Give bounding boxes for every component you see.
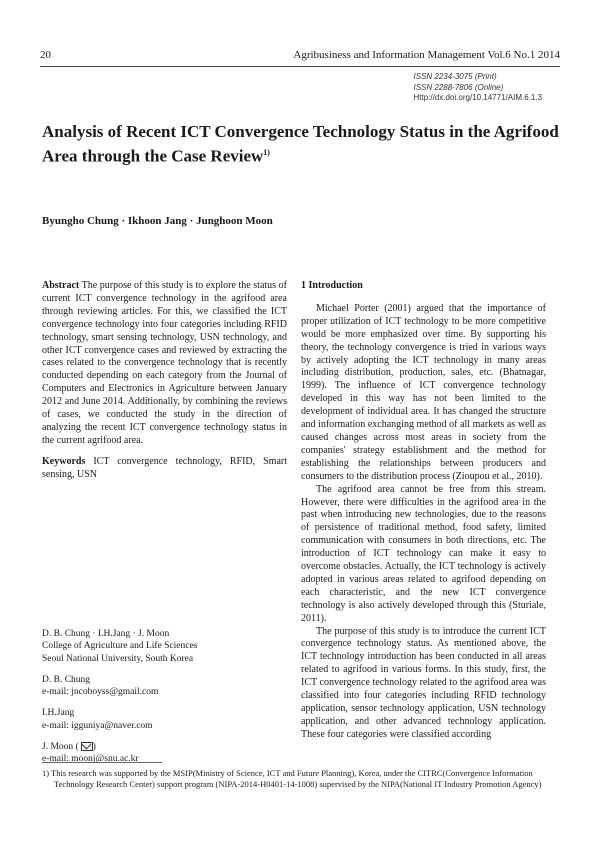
footnote-line-1: 1) This research was supported by the MSIP(Ministry of Science, ICT and Future Planning), Korea, under the CITRC(Convergence Information	[42, 768, 533, 778]
page-number: 20	[40, 49, 51, 61]
author-list: Byungho Chung · Ikhoon Jang · Junghoon Moon	[42, 215, 273, 227]
journal-header: Agribusiness and Information Management Vol.6 No.1 2014	[293, 49, 560, 61]
footnote	[42, 768, 560, 790]
intro-paragraph-3: The purpose of this study is to introduce the current ICT convergence technology status. As mentioned above, the ICT technology introduction has been conducted in all areas related to agrifood in various forms. In this study, first, the ICT convergence technology related to the agrifood area was classified into four categories including RFID technology application, sensor technology application, USN technology application, and other advanced technology application. These four categories were classified according	[301, 625, 546, 740]
aff-author3-email[interactable]: e-mail: moonj@snu.ac.kr	[42, 754, 139, 765]
affiliation-block	[42, 628, 287, 766]
footnote-line-2: Technology Research Center) support program (NIPA-2014-H0401-14-1008) supervised by the NIPA(National IT Industry Promotion Agency)	[54, 779, 542, 789]
aff-authors: D. B. Chung · I.H.Jang · J. Moon	[42, 629, 170, 639]
keywords-label: Keywords	[42, 455, 86, 467]
intro-paragraph-1: Michael Porter (2001) argued that the importance of proper utilization of ICT technology to be more competitive would be more emphasized over time. By supporting his theory, the technology convergence is tried in various ways by actively adopting the ICT technology in many areas including distribution, production, sales, etc. (Bhatnagar, 1999). The influence of ICT convergence technology developed in this way has not been limited to the development of individual area. It has changed the structure and information exchanging method of all markets as well as caused changes across most areas in society from the companies' strategy establishment and the method for establishing the relationships between producers and consumers to the distribution process (Zioupou et al., 2010).	[301, 302, 546, 482]
issn-block	[413, 72, 542, 104]
abstract-label: Abstract	[42, 280, 80, 291]
keywords	[42, 456, 287, 482]
title-line-2-text: Area through the Case Review	[42, 146, 264, 166]
doi-link[interactable]: Http://dx.doi.org/10.14771/AIM.6.1.3	[413, 93, 542, 102]
issn-print: ISSN 2234-3075 (Print)	[413, 72, 497, 81]
footnote-rule	[42, 762, 162, 763]
section-heading: 1 Introduction	[301, 280, 363, 291]
issn-online: ISSN 2288-7806 (Online)	[413, 82, 504, 92]
aff-author3-name-text: J. Moon (	[42, 742, 79, 753]
title-line-1: Analysis of Recent ICT Convergence Technology Status in the Agrifood	[42, 122, 559, 141]
aff-univ: Seoul National University, South Korea	[42, 653, 194, 664]
aff-author2-name: I.H.Jang	[42, 708, 75, 719]
article-title	[42, 121, 562, 167]
abstract	[42, 280, 287, 448]
aff-author3-name-end: )	[92, 742, 96, 753]
title-footnote-mark[interactable]: 1)	[263, 148, 270, 157]
header-rule	[40, 66, 560, 67]
aff-author3-name	[42, 741, 287, 753]
intro-paragraph-2: The agrifood area cannot be free from this stream. However, there were difficulties in the agrifood area in the past when introducing new technologies, due to the reasons of persistence of traditional method, food safety, limited communication with consumers in both directions, etc. The introduction of ICT technology can make it easy to overcome obstacles. Actually, the ICT technology is actively adopted in various areas related to agrifood depending on each characteristic, and the new ICT convergence technology is also actively developed through this (Sturiale, 2011).	[301, 483, 546, 624]
aff-author2-email[interactable]: e-mail: igguniya@naver.com	[42, 720, 153, 731]
aff-dept: College of Agriculture and Life Sciences	[42, 641, 198, 652]
abstract-column	[42, 280, 287, 482]
abstract-text: The purpose of this study is to explore the status of current ICT convergence technology in the agrifood area through reviewing articles. For this, we classified the ICT convergence technology into four categories including RFID technology, smart sensing technology, USN technology, and other ICT convergence cases and reviewed by extracting the cases related to the convergence technology that is recently conducted depending on each category from the Journal of Computers and Electronics in Agriculture between January 2012 and June 2014. Additionally, by combining the reviews of cases, we conducted the study in the direction of analyzing the recent ICT convergence technology status in the current agrifood area.	[42, 280, 287, 446]
envelope-icon	[81, 742, 93, 751]
aff-author1-name: D. B. Chung	[42, 674, 91, 685]
introduction-column	[301, 280, 546, 742]
keywords-text: ICT convergence technology, RFID, Smart sensing, USN	[42, 455, 287, 480]
title-line-2	[42, 142, 562, 167]
aff-author1-email[interactable]: e-mail: jncoboyss@gmail.com	[42, 687, 159, 698]
